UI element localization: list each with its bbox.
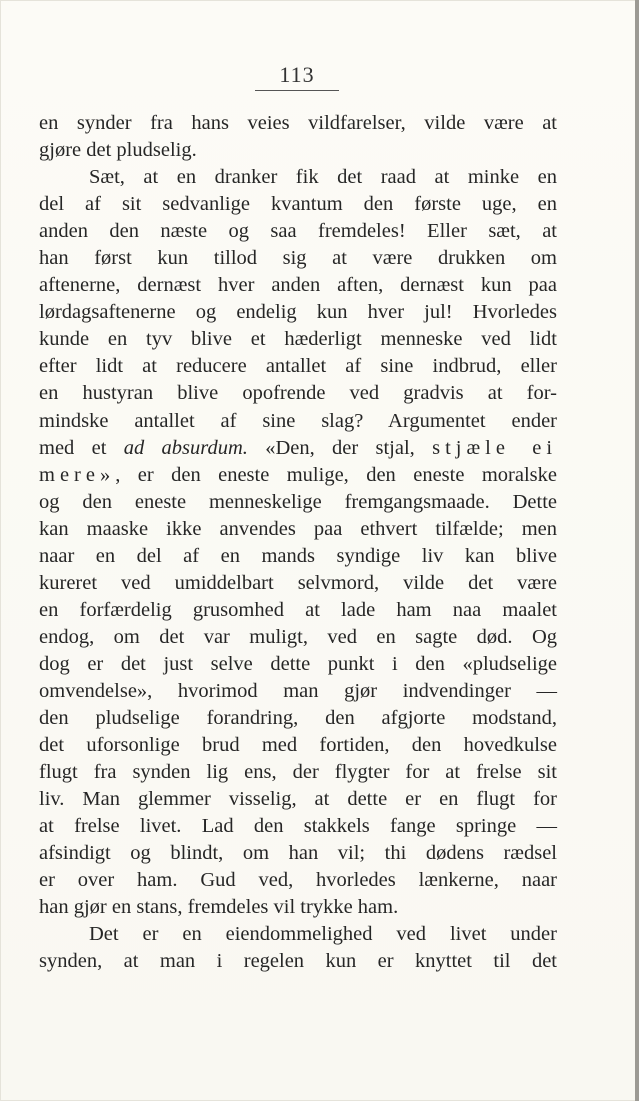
text-line: Sæt, at en dranker fik det raad at minke en xyxy=(89,166,557,189)
text-line: den pludselige forandring, den afgjorte modstand, xyxy=(39,707,557,730)
text-line: flugt fra synden lig ens, der flygter for at frelse sit xyxy=(39,761,557,784)
text-line: kan maaske ikke anvendes paa ethvert tilfælde; men xyxy=(39,517,557,540)
text-segment: «Den, der stjal, xyxy=(265,436,415,459)
text-segment: , er den eneste mulige, den eneste moralske xyxy=(115,463,557,486)
text-line: dog er det just selve dette punkt i den «pludselige xyxy=(39,652,557,675)
text-line: Det er en eiendommelighed ved livet under xyxy=(89,923,557,946)
text-line: det uforsonlige brud med fortiden, den hovedkulse xyxy=(39,734,557,757)
text-line: og den eneste menneskelige fremgangsmaade. Dette xyxy=(39,490,557,513)
text-line: anden den næste og saa fremdeles! Eller sæt, at xyxy=(39,220,557,243)
text-line: gjøre det pludselig. xyxy=(39,139,197,162)
text-line: naar en del af en mands syndige liv kan blive xyxy=(39,544,557,567)
text-line: synden, at man i regelen kun er knyttet til det xyxy=(39,950,557,973)
spaced-phrase: stjæle ei xyxy=(432,436,558,459)
text-line: endog, om det var muligt, ved en sagte død. Og xyxy=(39,625,557,648)
spaced-phrase: mere» xyxy=(39,463,116,486)
text-line: kureret ved umiddelbart selvmord, vilde det være xyxy=(39,571,557,594)
body-text xyxy=(39,110,557,976)
text-line: omvendelse», hvorimod man gjør indvendinger — xyxy=(39,679,557,702)
text-line: han først kun tillod sig at være drukken om xyxy=(39,247,557,270)
text-line-mixed xyxy=(39,435,557,462)
text-line: kunde en tyv blive et hæderligt menneske ved lidt xyxy=(39,328,557,351)
text-line: lørdagsaftenerne og endelig kun hver jul! Hvorledes xyxy=(39,301,557,324)
text-line: at frelse livet. Lad den stakkels fange springe — xyxy=(39,815,557,838)
page-number: 113 xyxy=(255,62,339,91)
text-line: er over ham. Gud ved, hvorledes lænkerne, naar xyxy=(39,869,557,892)
text-line: del af sit sedvanlige kvantum den første uge, en xyxy=(39,193,557,216)
italic-phrase: ad absurdum. xyxy=(123,436,248,459)
text-line: liv. Man glemmer visselig, at dette er en flugt for xyxy=(39,788,557,811)
text-line: en forfærdelig grusomhed at lade ham naa maalet xyxy=(39,598,557,621)
text-line: en synder fra hans veies vildfarelser, vilde være at xyxy=(39,112,557,134)
text-line: han gjør en stans, fremdeles vil trykke ham. xyxy=(39,896,399,919)
text-line-mixed xyxy=(39,462,557,489)
text-line: mindske antallet af sine slag? Argumentet ender xyxy=(39,409,557,432)
text-line: efter lidt at reducere antallet af sine indbrud, eller xyxy=(39,355,557,378)
text-line: en hustyran blive opofrende ved gradvis at for- xyxy=(39,382,557,405)
text-line: aftenerne, dernæst hver anden aften, dernæst kun paa xyxy=(39,274,557,297)
text-line: afsindigt og blindt, om han vil; thi dødens rædsel xyxy=(39,842,557,865)
page-edge-shadow xyxy=(635,0,639,1101)
text-segment: med et xyxy=(39,436,107,459)
